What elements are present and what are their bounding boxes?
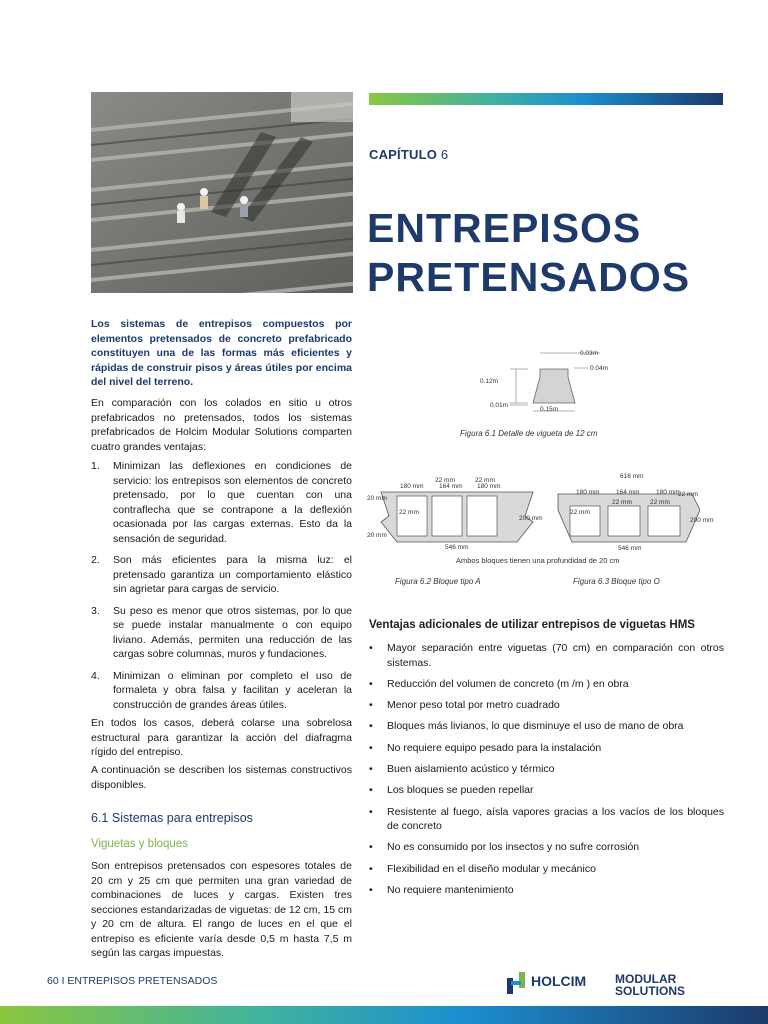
svg-text:180 mm: 180 mm (576, 489, 600, 496)
svg-text:0.03m: 0.03m (580, 350, 599, 357)
holcim-logo (505, 968, 705, 1004)
svg-text:0.01m: 0.01m (490, 402, 509, 409)
rooftop-photo (91, 92, 353, 293)
ventajas-heading: Ventajas adicionales de utilizar entrepisos de viguetas HMS (369, 619, 695, 631)
page-title (367, 204, 690, 302)
intro-lead: Los sistemas de entrepisos compuestos por elementos pretensados de concreto prefabricado constituyen una de las formas más eficientes y rápidas de construir pisos y áreas útiles por encima del nivel del terreno. (91, 318, 352, 388)
svg-text:22 mm: 22 mm (435, 477, 455, 484)
viguetas-paragraph: Son entrepisos pretensados con espesores totales de 20 cm y 25 cm que permiten una gran variedad de combinaciones de luces y cargas. Existen tres secciones estandarizadas de viguetas: de 12 cm, 15 cm y 20 cm de altura. El rango de luces en el que el entrepiso es eficiente varía desde 0,5 m hasta 7,5 m según las cargas impuestas. (91, 860, 352, 959)
figure-6-2-drawing (367, 474, 547, 554)
list-item: • Resistente al fuego, aísla vapores gracias a los vacíos de los bloques de concreto (369, 805, 724, 833)
intro-paragraph: En comparación con los colados en sitio u otros prefabricados no pretensados, todos los sistemas prefabricados de Holcim Modular Solutions comparten cuatro grandes ventajas: (91, 397, 352, 453)
svg-text:22 mm: 22 mm (612, 499, 632, 506)
svg-text:546 mm: 546 mm (445, 544, 469, 551)
svg-text:200 mm: 200 mm (690, 517, 714, 524)
list-item: 2. Son más eficientes para la misma luz: el pretensado garantiza un comportamiento elástico sin agrietar para cargas de servicio. (91, 554, 352, 595)
figure-6-3-caption: Figura 6.3 Bloque tipo O (573, 577, 660, 586)
list-item: • Bloques más livianos, lo que disminuye el uso de mano de obra (369, 720, 684, 733)
svg-text:616 mm: 616 mm (620, 473, 644, 480)
svg-text:0.15m: 0.15m (540, 406, 559, 413)
list-item: • No es consumido por los insectos y no sufre corrosión (369, 841, 640, 854)
svg-text:20 mm: 20 mm (367, 532, 387, 539)
list-item: • Mayor separación entre viguetas (70 cm) en comparación con otros sistemas. (369, 642, 724, 669)
chapter-label: CAPÍTULO 6 (369, 147, 449, 162)
svg-text:180 mm: 180 mm (477, 483, 501, 490)
systems-intro-paragraph: A continuación se describen los sistemas constructivos disponibles. (91, 764, 352, 791)
svg-text:180 mm: 180 mm (400, 483, 424, 490)
svg-text:22 mm: 22 mm (678, 491, 698, 498)
svg-text:22 mm: 22 mm (475, 477, 495, 484)
figure-6-1-drawing (470, 333, 620, 423)
svg-text:0.12m: 0.12m (480, 378, 499, 385)
footer-gradient-bar (0, 1006, 768, 1024)
svg-text:22 mm: 22 mm (570, 509, 590, 516)
svg-text:22 mm: 22 mm (650, 499, 670, 506)
list-item: • Reducción del volumen de concreto (m /m ) en obra (369, 677, 629, 690)
ventajas-list (369, 641, 724, 904)
list-item: • No requiere equipo pesado para la instalación (369, 741, 602, 754)
page-footer: 60 I ENTREPISOS PRETENSADOS (47, 975, 218, 987)
figure-note: Ambos bloques tienen una profundidad de 20 cm (456, 556, 620, 565)
list-item: 3. Su peso es menor que otros sistemas, por lo que se puede instalar manualmente o con equipo liviano. Además, permiten una reducción de las cargas sobre columnas, muros y fundaciones. (91, 604, 352, 660)
svg-text:22 mm: 22 mm (399, 509, 419, 516)
list-item: • Flexibilidad en el diseño modular y mecánico (369, 862, 596, 875)
list-item: 1. Minimizan las deflexiones en condiciones de servicio: los entrepisos son elementos de concreto pretensado, por lo que cuentan con una contraflecha que se contrapone a la deflexión ocasionada por las cargas externas. Esto da la sensación de seguridad. (91, 460, 352, 545)
title-line-2: PRETENSADOS (367, 254, 691, 300)
section-heading: 6.1 Sistemas para entrepisos (91, 811, 253, 825)
brand-modular-solutions: MODULAR SOLUTIONS (615, 972, 686, 998)
list-item: • Los bloques se pueden repellar (369, 784, 534, 797)
figure-6-1-caption: Figura 6.1 Detalle de vigueta de 12 cm (460, 429, 598, 438)
list-item: • Buen aislamiento acústico y térmico (369, 762, 555, 775)
list-item: • Menor peso total por metro cuadrado (369, 699, 560, 712)
diaphragm-paragraph: En todos los casos, deberá colarse una sobrelosa estructural para garantizar la acción del diafragma rígido del entrepiso. (91, 717, 352, 758)
svg-text:164 mm: 164 mm (616, 489, 640, 496)
figure-6-2-caption: Figura 6.2 Bloque tipo A (395, 577, 481, 586)
svg-text:20 mm: 20 mm (367, 495, 387, 502)
list-item: 4. Minimizan o eliminan por completo el uso de formaleta y obra falsa y facilitan y aceleran la construcción de grandes áreas útiles. (91, 669, 352, 711)
figure-6-3-drawing (550, 470, 720, 554)
svg-text:164 mm: 164 mm (439, 483, 463, 490)
svg-text:180 mm: 180 mm (656, 489, 680, 496)
subsection-heading: Viguetas y bloques (91, 838, 188, 850)
holcim-mark-icon (505, 970, 529, 996)
svg-text:200 mm: 200 mm (519, 515, 543, 522)
list-item: • No requiere mantenimiento (369, 883, 514, 896)
svg-text:0.04m: 0.04m (590, 365, 609, 372)
chapter-number: 6 (440, 147, 449, 162)
advantages-list (91, 459, 352, 719)
brand-holcim: HOLCIM (531, 973, 587, 989)
header-gradient-bar (369, 93, 723, 105)
svg-text:546 mm: 546 mm (618, 545, 642, 552)
title-line-1: ENTREPISOS (367, 205, 642, 251)
